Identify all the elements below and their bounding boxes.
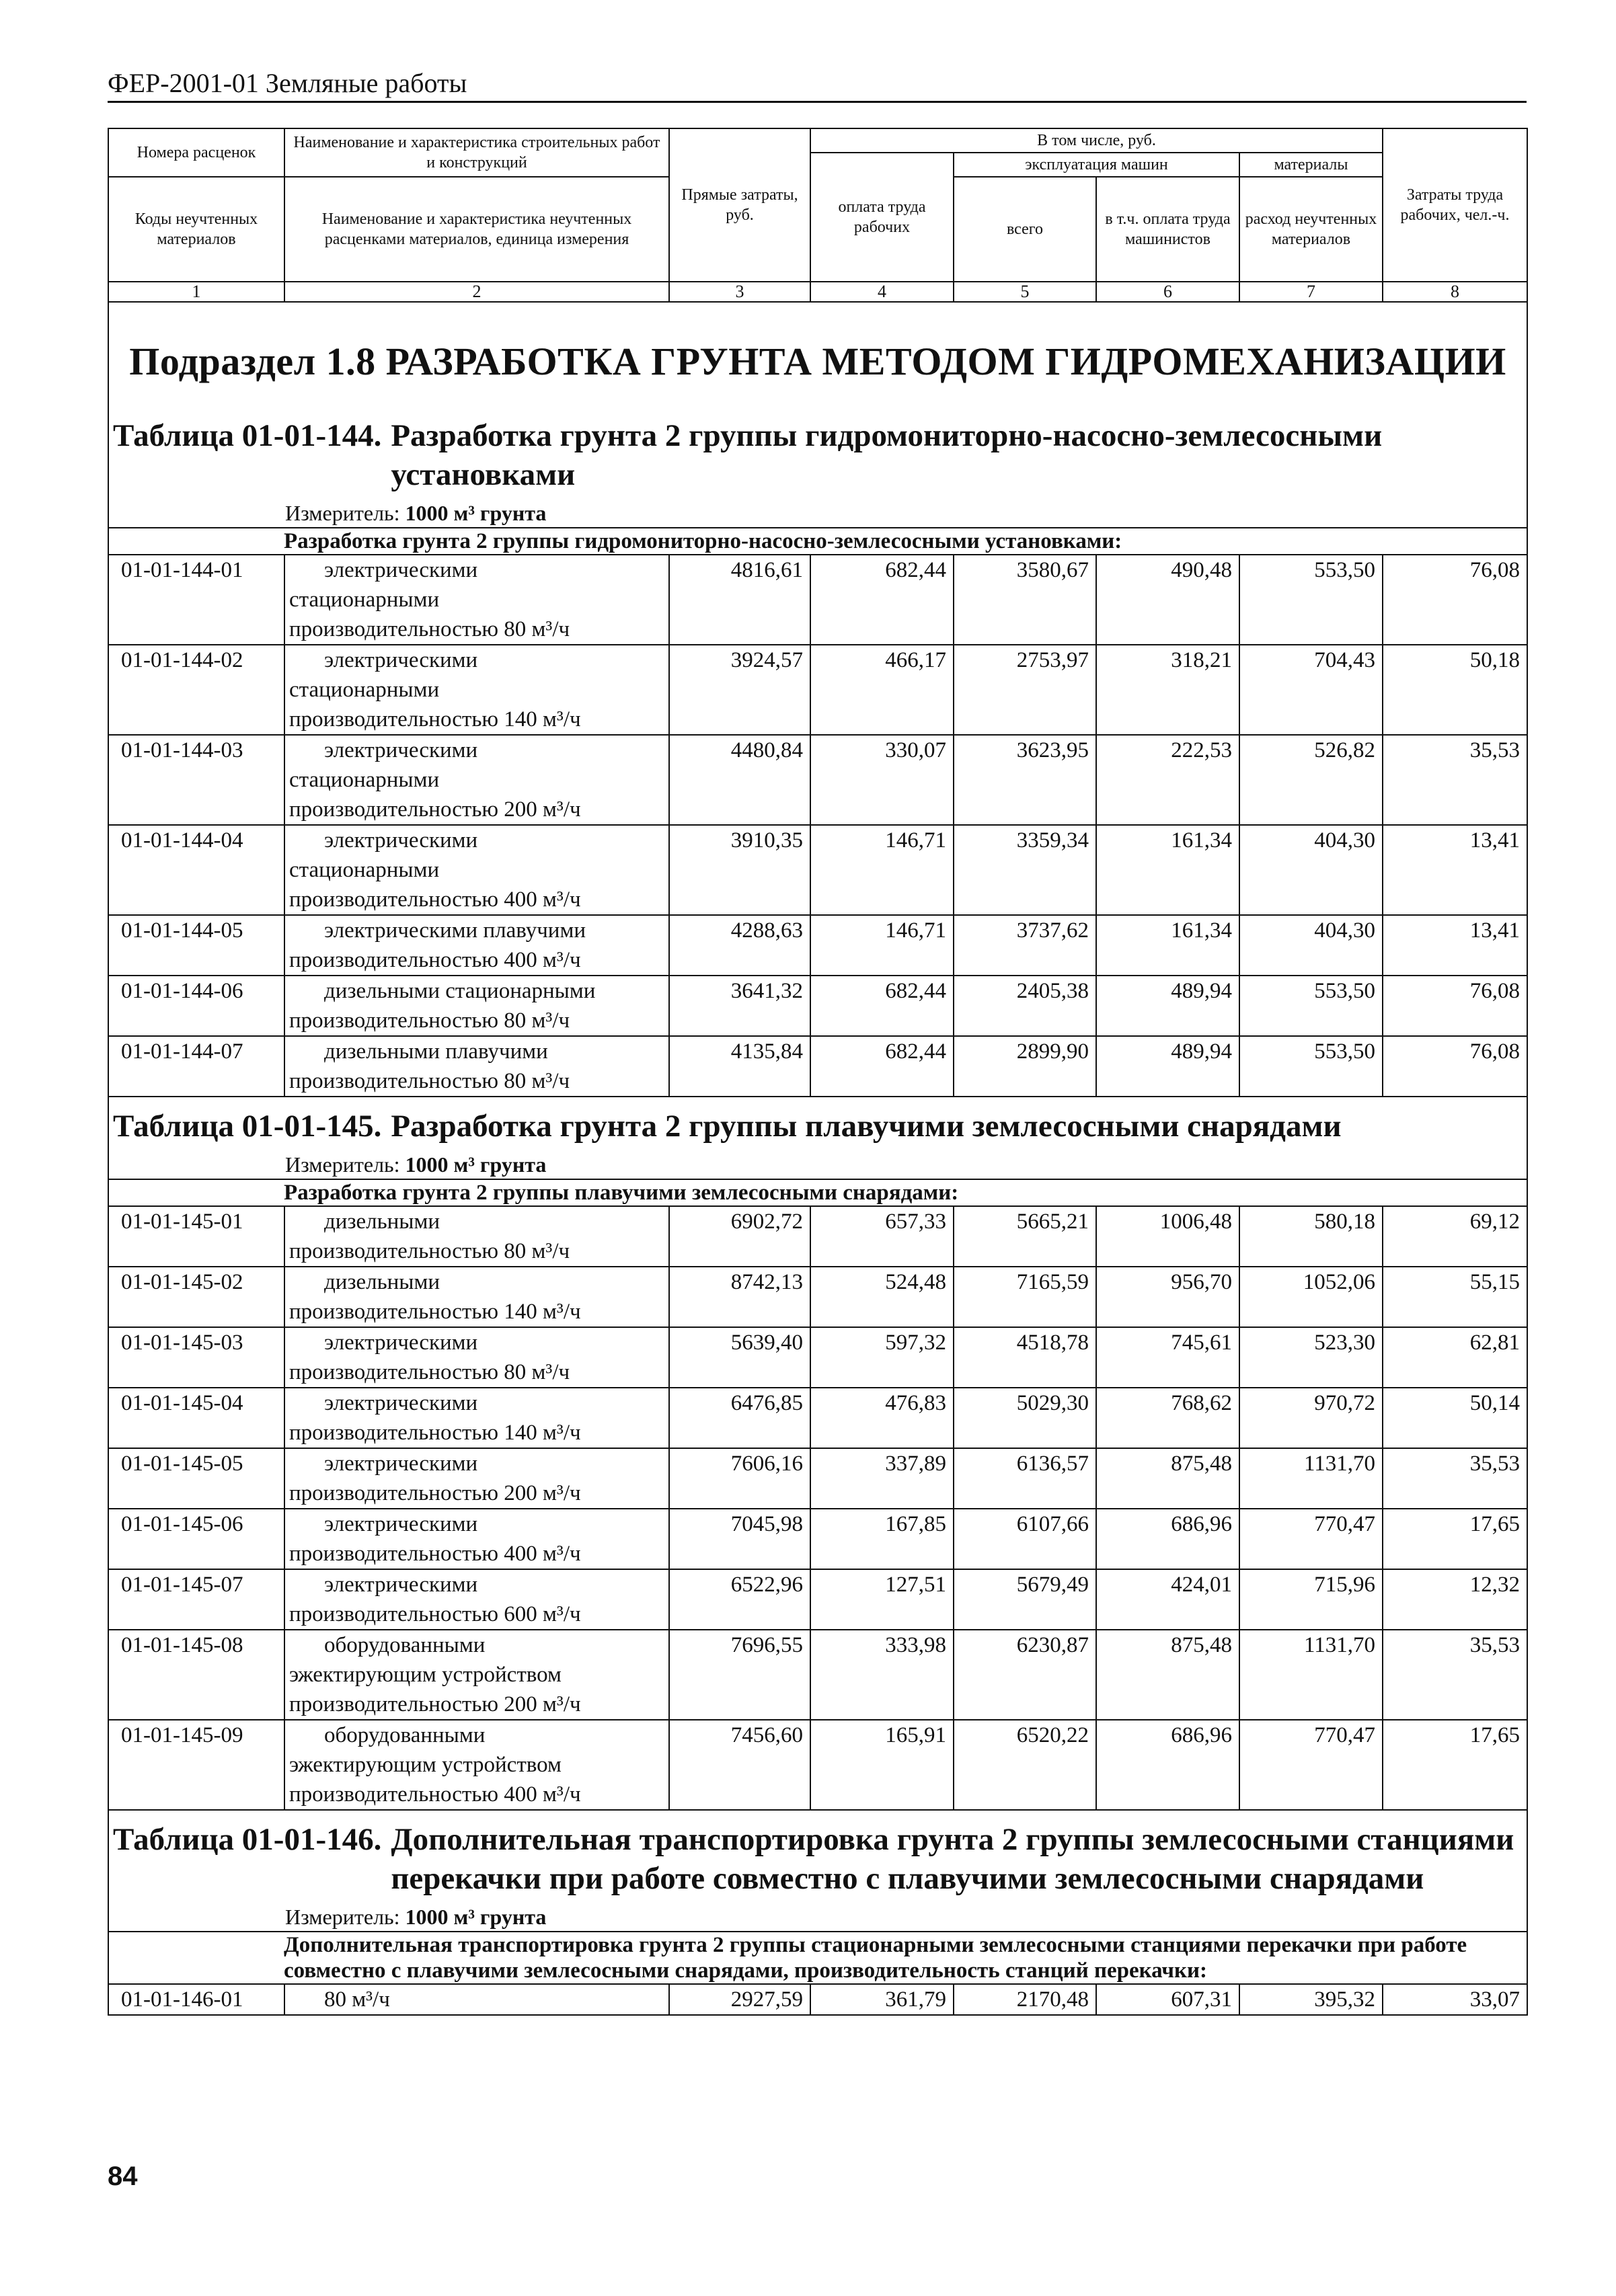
labor-pay: 466,17 (810, 645, 954, 735)
work-description (284, 915, 669, 976)
description-line: стационарными (289, 858, 440, 882)
rate-code: 01-01-144-03 (108, 735, 284, 825)
section-row (108, 302, 1527, 407)
work-description (284, 1720, 669, 1810)
page-frame (108, 128, 1527, 2016)
table-row (108, 735, 1527, 825)
document-title: ФЕР-2001-01 Земляные работы (108, 68, 467, 98)
labor-pay: 127,51 (810, 1569, 954, 1630)
labor-pay: 146,71 (810, 825, 954, 915)
labor-pay: 682,44 (810, 976, 954, 1036)
description-line: эжектирующим устройством (289, 1663, 562, 1687)
labor-pay: 682,44 (810, 555, 954, 645)
table-row (108, 1448, 1527, 1509)
direct-cost: 4480,84 (669, 735, 810, 825)
column-number: 4 (810, 282, 954, 302)
labor-pay: 333,98 (810, 1630, 954, 1720)
rate-code: 01-01-144-06 (108, 976, 284, 1036)
machines-total: 2405,38 (954, 976, 1096, 1036)
labor-pay: 524,48 (810, 1267, 954, 1327)
work-description (284, 1036, 669, 1097)
rate-code: 01-01-146-01 (108, 1984, 284, 2015)
document-header (108, 67, 1527, 103)
group-heading: Разработка грунта 2 группы плавучими землесосными снарядами: (108, 1179, 1527, 1206)
machinist-pay: 490,48 (1096, 555, 1239, 645)
direct-cost: 4135,84 (669, 1036, 810, 1097)
table-title-text: Дополнительная транспортировка грунта 2 группы землесосными станциями перекачки при работе совместно с плавучими землесосными снарядами (391, 1822, 1514, 1896)
col-6-header: в т.ч. оплата труда машинистов (1096, 177, 1239, 282)
table-title-text: Разработка грунта 2 группы гидромониторно-насосно-землесосными установками (391, 418, 1383, 492)
labor-hours: 17,65 (1383, 1720, 1527, 1810)
description-line: производительностью 200 м³/ч (289, 1481, 581, 1505)
materials-cost: 395,32 (1239, 1984, 1383, 2015)
meter-value: 1000 м³ грунта (405, 1152, 547, 1177)
description-line: электрическими (324, 738, 478, 762)
work-description (284, 735, 669, 825)
description-line: электрическими (324, 1391, 478, 1415)
labor-pay: 682,44 (810, 1036, 954, 1097)
machines-total: 3580,67 (954, 555, 1096, 645)
labor-pay: 597,32 (810, 1327, 954, 1388)
machinist-pay: 424,01 (1096, 1569, 1239, 1630)
materials-cost: 1131,70 (1239, 1630, 1383, 1720)
materials-cost: 404,30 (1239, 825, 1383, 915)
labor-pay: 167,85 (810, 1509, 954, 1569)
description-line: стационарными (289, 678, 440, 702)
column-number: 1 (108, 282, 284, 302)
machines-total: 5665,21 (954, 1206, 1096, 1267)
description-line: электрическими (324, 828, 478, 853)
labor-hours: 13,41 (1383, 915, 1527, 976)
direct-cost: 3924,57 (669, 645, 810, 735)
table-title-text: Разработка грунта 2 группы плавучими землесосными снарядами (391, 1109, 1342, 1144)
labor-pay: 330,07 (810, 735, 954, 825)
description-line: дизельными (324, 1270, 440, 1294)
description-line: производительностью 140 м³/ч (289, 1421, 581, 1445)
materials-cost: 1052,06 (1239, 1267, 1383, 1327)
description-line: производительностью 400 м³/ч (289, 948, 581, 972)
materials-cost: 770,47 (1239, 1720, 1383, 1810)
machines-total: 6107,66 (954, 1509, 1096, 1569)
section-cell (108, 302, 1527, 407)
work-description (284, 976, 669, 1036)
labor-hours: 62,81 (1383, 1327, 1527, 1388)
machines-total: 5679,49 (954, 1569, 1096, 1630)
group-row (108, 1179, 1527, 1206)
labor-hours: 13,41 (1383, 825, 1527, 915)
meter-value: 1000 м³ грунта (405, 1905, 547, 1929)
work-description (284, 1630, 669, 1720)
machinist-pay: 161,34 (1096, 915, 1239, 976)
materials-cost: 1131,70 (1239, 1448, 1383, 1509)
column-number: 5 (954, 282, 1096, 302)
direct-cost: 3910,35 (669, 825, 810, 915)
machinist-pay: 222,53 (1096, 735, 1239, 825)
labor-pay: 146,71 (810, 915, 954, 976)
table-row (108, 1984, 1527, 2015)
description-line: производительностью 200 м³/ч (289, 797, 581, 822)
labor-pay: 337,89 (810, 1448, 954, 1509)
description-line: производительностью 600 м³/ч (289, 1602, 581, 1626)
labor-hours: 50,18 (1383, 645, 1527, 735)
description-line: производительностью 140 м³/ч (289, 707, 581, 731)
meter-label: Измеритель: (285, 501, 400, 525)
table-row (108, 555, 1527, 645)
table-title-row (108, 407, 1527, 498)
labor-hours: 55,15 (1383, 1267, 1527, 1327)
direct-cost: 7045,98 (669, 1509, 810, 1569)
machines-total: 6520,22 (954, 1720, 1096, 1810)
table-title-cell (108, 407, 1527, 498)
description-line: электрическими (324, 1452, 478, 1476)
column-number: 6 (1096, 282, 1239, 302)
rate-code: 01-01-144-01 (108, 555, 284, 645)
labor-hours: 17,65 (1383, 1509, 1527, 1569)
work-description (284, 1569, 669, 1630)
description-line: электрическими (324, 1573, 478, 1597)
description-line: производительностью 80 м³/ч (289, 1008, 570, 1033)
direct-cost: 6522,96 (669, 1569, 810, 1630)
group-row (108, 528, 1527, 555)
machinist-pay: 745,61 (1096, 1327, 1239, 1388)
group-header-incl: В том числе, руб. (810, 128, 1383, 153)
labor-pay: 476,83 (810, 1388, 954, 1448)
table-title-row (108, 1810, 1527, 1902)
materials-cost: 553,50 (1239, 976, 1383, 1036)
rate-code: 01-01-145-01 (108, 1206, 284, 1267)
machines-total: 4518,78 (954, 1327, 1096, 1388)
table-row (108, 976, 1527, 1036)
table-row (108, 1509, 1527, 1569)
header-row-1 (108, 128, 1527, 153)
description-line: оборудованными (324, 1723, 486, 1747)
column-number: 7 (1239, 282, 1383, 302)
table-row (108, 915, 1527, 976)
table-title-cell (108, 1810, 1527, 1902)
machinist-pay: 1006,48 (1096, 1206, 1239, 1267)
table-row (108, 1206, 1527, 1267)
description-line: производительностью 80 м³/ч (289, 617, 570, 641)
direct-cost: 8742,13 (669, 1267, 810, 1327)
work-description (284, 555, 669, 645)
col-4-header: оплата труда рабочих (810, 153, 954, 282)
labor-hours: 76,08 (1383, 976, 1527, 1036)
machinist-pay: 875,48 (1096, 1630, 1239, 1720)
machines-total: 2753,97 (954, 645, 1096, 735)
group-header-machines: эксплуатация машин (954, 153, 1239, 177)
description-line: 80 м³/ч (324, 1987, 390, 2012)
table-title-cell (108, 1097, 1527, 1150)
price-table (108, 128, 1528, 2016)
table-row (108, 645, 1527, 735)
table-title-row (108, 1097, 1527, 1150)
direct-cost: 7456,60 (669, 1720, 810, 1810)
machinist-pay: 607,31 (1096, 1984, 1239, 2015)
description-line: эжектирующим устройством (289, 1753, 562, 1777)
description-line: производительностью 80 м³/ч (289, 1239, 570, 1263)
machines-total: 5029,30 (954, 1388, 1096, 1448)
meter-row (108, 1150, 1527, 1179)
work-description (284, 1448, 669, 1509)
rate-code: 01-01-144-07 (108, 1036, 284, 1097)
machines-total: 2899,90 (954, 1036, 1096, 1097)
col-3-header: Прямые затраты, руб. (669, 128, 810, 282)
direct-cost: 2927,59 (669, 1984, 810, 2015)
materials-cost: 580,18 (1239, 1206, 1383, 1267)
materials-cost: 553,50 (1239, 555, 1383, 645)
direct-cost: 4816,61 (669, 555, 810, 645)
table-row (108, 1630, 1527, 1720)
work-description (284, 645, 669, 735)
work-description (284, 1206, 669, 1267)
section-title: Подраздел 1.8 РАЗРАБОТКА ГРУНТА МЕТОДОМ ГИДРОМЕХАНИЗАЦИИ (129, 340, 1506, 383)
machines-total: 6136,57 (954, 1448, 1096, 1509)
description-line: электрическими (324, 558, 478, 582)
direct-cost: 4288,63 (669, 915, 810, 976)
work-description (284, 825, 669, 915)
description-line: дизельными стационарными (324, 979, 596, 1003)
direct-cost: 6902,72 (669, 1206, 810, 1267)
rate-code: 01-01-145-05 (108, 1448, 284, 1509)
machinist-pay: 686,96 (1096, 1720, 1239, 1810)
description-line: оборудованными (324, 1633, 486, 1657)
rate-code: 01-01-145-02 (108, 1267, 284, 1327)
group-header-materials: материалы (1239, 153, 1383, 177)
labor-hours: 35,53 (1383, 735, 1527, 825)
col-1-bottom-header: Коды неучтенных материалов (108, 177, 284, 282)
labor-hours: 12,32 (1383, 1569, 1527, 1630)
table-row (108, 1327, 1527, 1388)
table-body (108, 302, 1527, 2015)
work-description (284, 1509, 669, 1569)
machinist-pay: 318,21 (1096, 645, 1239, 735)
table-row (108, 825, 1527, 915)
meter-value: 1000 м³ грунта (405, 501, 547, 525)
description-line: производительностью 80 м³/ч (289, 1360, 570, 1384)
direct-cost: 5639,40 (669, 1327, 810, 1388)
materials-cost: 704,43 (1239, 645, 1383, 735)
description-line: производительностью 140 м³/ч (289, 1300, 581, 1324)
rate-code: 01-01-144-04 (108, 825, 284, 915)
labor-pay: 361,79 (810, 1984, 954, 2015)
work-description (284, 1267, 669, 1327)
machines-total: 3737,62 (954, 915, 1096, 976)
meter-cell (108, 1150, 1527, 1179)
labor-hours: 35,53 (1383, 1630, 1527, 1720)
direct-cost: 3641,32 (669, 976, 810, 1036)
description-line: производительностью 400 м³/ч (289, 887, 581, 912)
description-line: производительностью 80 м³/ч (289, 1069, 570, 1093)
labor-hours: 69,12 (1383, 1206, 1527, 1267)
materials-cost: 715,96 (1239, 1569, 1383, 1630)
rate-code: 01-01-145-06 (108, 1509, 284, 1569)
rate-code: 01-01-145-03 (108, 1327, 284, 1388)
table-title (109, 1097, 1527, 1150)
labor-hours: 50,14 (1383, 1388, 1527, 1448)
machines-total: 3359,34 (954, 825, 1096, 915)
description-line: дизельными плавучими (324, 1039, 548, 1064)
materials-cost: 526,82 (1239, 735, 1383, 825)
machines-total: 2170,48 (954, 1984, 1096, 2015)
column-number-row (108, 282, 1527, 302)
column-number: 3 (669, 282, 810, 302)
table-number: Таблица 01-01-146. (113, 1822, 382, 1857)
materials-cost: 553,50 (1239, 1036, 1383, 1097)
labor-hours: 33,07 (1383, 1984, 1527, 2015)
labor-hours: 76,08 (1383, 555, 1527, 645)
group-row (108, 1932, 1527, 1984)
rate-code: 01-01-145-08 (108, 1630, 284, 1720)
rate-code: 01-01-145-04 (108, 1388, 284, 1448)
column-number: 8 (1383, 282, 1527, 302)
group-heading: Разработка грунта 2 группы гидромониторно-насосно-землесосными установками: (108, 528, 1527, 555)
machinist-pay: 686,96 (1096, 1509, 1239, 1569)
col-2-bottom-header: Наименование и характеристика неучтенных расценками материалов, единица измерения (284, 177, 669, 282)
rate-code: 01-01-144-02 (108, 645, 284, 735)
table-row (108, 1388, 1527, 1448)
work-description (284, 1327, 669, 1388)
materials-cost: 970,72 (1239, 1388, 1383, 1448)
table-title (109, 1811, 1527, 1902)
labor-hours: 76,08 (1383, 1036, 1527, 1097)
description-line: дизельными (324, 1210, 440, 1234)
description-line: стационарными (289, 768, 440, 792)
machinist-pay: 875,48 (1096, 1448, 1239, 1509)
direct-cost: 7696,55 (669, 1630, 810, 1720)
rate-code: 01-01-145-09 (108, 1720, 284, 1810)
meter-label: Измеритель: (285, 1152, 400, 1177)
work-description (284, 1984, 669, 2015)
machinist-pay: 768,62 (1096, 1388, 1239, 1448)
meter-cell (108, 1902, 1527, 1932)
col-5-header: всего (954, 177, 1096, 282)
labor-hours: 35,53 (1383, 1448, 1527, 1509)
description-line: электрическими (324, 1331, 478, 1355)
description-line: производительностью 200 м³/ч (289, 1692, 581, 1716)
table-number: Таблица 01-01-145. (113, 1109, 382, 1144)
labor-pay: 657,33 (810, 1206, 954, 1267)
meter-label: Измеритель: (285, 1905, 400, 1929)
machinist-pay: 489,94 (1096, 976, 1239, 1036)
col-8-header: Затраты труда рабочих, чел.-ч. (1383, 128, 1527, 282)
machinist-pay: 956,70 (1096, 1267, 1239, 1327)
table-row (108, 1036, 1527, 1097)
machinist-pay: 489,94 (1096, 1036, 1239, 1097)
rate-code: 01-01-144-05 (108, 915, 284, 976)
col-7-header: расход неучтенных материалов (1239, 177, 1383, 282)
rate-code: 01-01-145-07 (108, 1569, 284, 1630)
table-row (108, 1720, 1527, 1810)
machines-total: 3623,95 (954, 735, 1096, 825)
description-line: электрическими (324, 648, 478, 672)
materials-cost: 770,47 (1239, 1509, 1383, 1569)
table-number: Таблица 01-01-144. (113, 418, 382, 453)
page-number: 84 (108, 2162, 138, 2191)
col-1-top-header: Номера расценок (108, 128, 284, 177)
materials-cost: 404,30 (1239, 915, 1383, 976)
direct-cost: 7606,16 (669, 1448, 810, 1509)
table-row (108, 1267, 1527, 1327)
meter-row (108, 498, 1527, 528)
description-line: электрическими (324, 1512, 478, 1536)
description-line: производительностью 400 м³/ч (289, 1782, 581, 1807)
work-description (284, 1388, 669, 1448)
col-2-top-header: Наименование и характеристика строительных работ и конструкций (284, 128, 669, 177)
meter-row (108, 1902, 1527, 1932)
table-title (109, 407, 1527, 498)
labor-pay: 165,91 (810, 1720, 954, 1810)
materials-cost: 523,30 (1239, 1327, 1383, 1388)
table-row (108, 1569, 1527, 1630)
machines-total: 7165,59 (954, 1267, 1096, 1327)
column-number: 2 (284, 282, 669, 302)
direct-cost: 6476,85 (669, 1388, 810, 1448)
description-line: стационарными (289, 588, 440, 612)
machines-total: 6230,87 (954, 1630, 1096, 1720)
machinist-pay: 161,34 (1096, 825, 1239, 915)
group-heading: Дополнительная транспортировка грунта 2 группы стационарными землесосными станциями перекачки при работе совместно с плавучими землесосными снарядами, производительность станций перекачки: (108, 1932, 1527, 1984)
description-line: производительностью 400 м³/ч (289, 1542, 581, 1566)
meter-cell (108, 498, 1527, 528)
description-line: электрическими плавучими (324, 918, 586, 943)
